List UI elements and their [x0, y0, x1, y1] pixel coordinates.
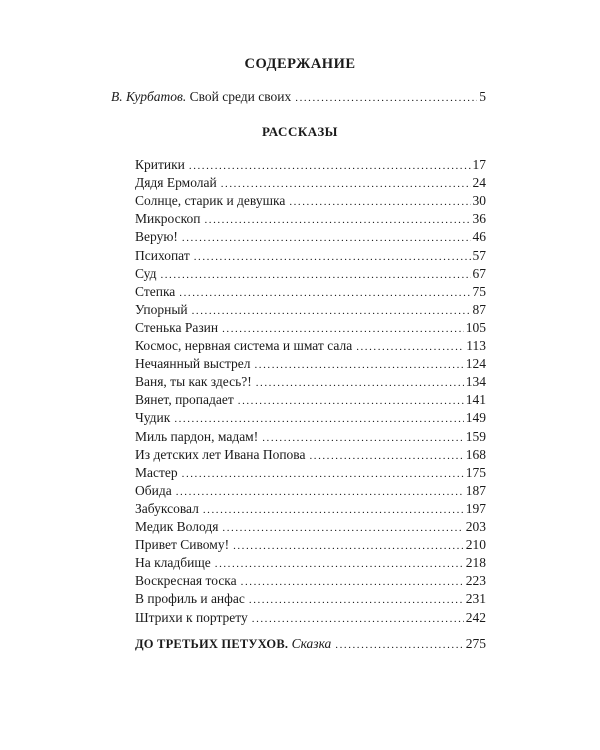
toc-entry-title: Обида: [135, 482, 172, 498]
toc-entry-title: Психопат: [135, 247, 190, 263]
toc-entry[interactable]: [135, 572, 486, 590]
toc-entry-title: Медик Володя: [135, 519, 219, 534]
dot-leader: [160, 265, 470, 284]
dot-leader: [194, 247, 471, 266]
page-number: 46: [472, 229, 486, 245]
toc-entry[interactable]: [135, 319, 486, 337]
toc-entry-label: [135, 635, 335, 653]
page-number: 105: [465, 319, 486, 335]
contents-heading: СОДЕРЖАНИЕ: [244, 56, 356, 72]
page-number: 5: [479, 89, 486, 104]
toc-entry[interactable]: [135, 409, 486, 427]
page-number: 30: [472, 193, 486, 209]
toc-entry[interactable]: [135, 337, 486, 355]
page-number: 24: [472, 175, 486, 191]
page-number: 197: [465, 500, 486, 516]
toc-entry[interactable]: [135, 464, 486, 482]
page-number: 223: [465, 573, 486, 589]
final-entry-subtitle: Сказка: [291, 636, 332, 651]
dot-leader: [256, 373, 464, 392]
toc-entry[interactable]: [135, 590, 486, 608]
toc-entry-title: Из детских лет Ивана Попова: [135, 446, 306, 462]
toc-entry-title: Верую!: [135, 229, 178, 245]
page-number: 203: [465, 519, 486, 534]
toc-entry[interactable]: [135, 265, 486, 283]
toc-entry[interactable]: [135, 609, 486, 627]
toc-entry-title: Воскресная тоска: [135, 573, 237, 589]
toc-entry-title: Забуксовал: [135, 500, 199, 516]
toc-entry-title: Привет Сивому!: [135, 537, 230, 553]
dot-leader: [189, 156, 471, 175]
toc-entry-title: Вянет, пропадает: [135, 392, 234, 408]
toc-entry-title: В профиль и анфас: [135, 591, 245, 607]
page-number: 141: [465, 392, 486, 408]
toc-entry[interactable]: [135, 391, 486, 409]
toc-entry-title: Степка: [135, 283, 176, 299]
page-number: 75: [472, 283, 486, 299]
dot-leader: [222, 518, 463, 537]
toc-entry-title: Чудик: [135, 410, 171, 426]
dot-leader: [238, 391, 464, 410]
dot-leader: [221, 174, 471, 193]
toc-entry[interactable]: [135, 174, 486, 192]
toc-entry-title: Микроскоп: [135, 211, 201, 227]
page-number: 17: [472, 157, 486, 172]
toc-entry[interactable]: [135, 247, 486, 265]
page-number: 168: [465, 446, 486, 462]
page-number: 149: [465, 410, 486, 426]
toc-entry-title: Штрихи к портрету: [135, 609, 248, 625]
dot-leader: [255, 355, 464, 374]
toc-entry[interactable]: [135, 192, 486, 210]
toc-entry-title: Космос, нервная система и шмат сала: [135, 338, 353, 353]
page-number: 242: [465, 609, 486, 625]
toc-entry[interactable]: [135, 428, 486, 446]
toc-entry-intro[interactable]: [111, 88, 486, 106]
dot-leader: [335, 635, 463, 654]
toc-entry-title: Упорный: [135, 301, 188, 317]
dot-leader: [356, 337, 464, 356]
toc-entry[interactable]: [135, 446, 486, 464]
toc-entry[interactable]: [135, 355, 486, 373]
dot-leader: [176, 482, 464, 501]
intro-title: Свой среди своих: [189, 89, 292, 104]
toc-entry-title: Миль пардон, мадам!: [135, 428, 259, 444]
toc-entry-title: Суд: [135, 265, 157, 281]
dot-leader: [179, 283, 470, 302]
page-number: 275: [465, 636, 486, 651]
page-number: 218: [465, 555, 486, 571]
section-heading-stories: РАССКАЗЫ: [262, 124, 338, 139]
dot-leader: [262, 428, 464, 447]
toc-entry[interactable]: [135, 210, 486, 228]
toc-entry-title: Солнце, старик и девушка: [135, 193, 286, 209]
dot-leader: [222, 319, 464, 338]
toc-entry[interactable]: [135, 228, 486, 246]
toc-entry[interactable]: [135, 518, 486, 536]
page-number: 113: [466, 338, 486, 353]
dot-leader: [252, 609, 464, 628]
dot-leader: [241, 572, 464, 591]
dot-leader: [174, 409, 463, 428]
toc-entry[interactable]: [135, 373, 486, 391]
toc-entry-title: Критики: [135, 157, 185, 172]
toc-entry[interactable]: [135, 283, 486, 301]
dot-leader: [289, 192, 470, 211]
toc-entry[interactable]: [135, 482, 486, 500]
intro-author: В. Курбатов.: [111, 89, 187, 104]
dot-leader: [204, 210, 470, 229]
dot-leader: [182, 464, 464, 483]
toc-entry[interactable]: [135, 156, 486, 174]
page-number: 57: [472, 247, 486, 263]
toc-entry-final[interactable]: [135, 635, 486, 653]
toc-entry[interactable]: [135, 500, 486, 518]
toc-entry-title: Стенька Разин: [135, 319, 219, 335]
toc-entry[interactable]: [135, 554, 486, 572]
page-number: 159: [465, 428, 486, 444]
toc-entry-title: Нечаянный выстрел: [135, 356, 251, 372]
page-number: 134: [465, 374, 486, 390]
page-number: 187: [465, 482, 486, 498]
toc-entry-title: Ваня, ты как здесь?!: [135, 374, 252, 390]
page-number: 175: [465, 464, 486, 480]
toc-entry[interactable]: [135, 536, 486, 554]
toc-entry-label: [111, 88, 295, 106]
page-number: 210: [465, 537, 486, 553]
dot-leader: [203, 500, 464, 519]
dot-leader: [192, 301, 471, 320]
page-number: 231: [465, 591, 486, 607]
toc-entry-title: Мастер: [135, 464, 178, 480]
page-number: 124: [465, 356, 486, 372]
page-number: 36: [472, 211, 486, 227]
final-entry-title: ДО ТРЕТЬИХ ПЕТУХОВ.: [135, 637, 289, 651]
dot-leader: [182, 228, 471, 247]
page-number: 67: [472, 265, 486, 281]
toc-entry-title: На кладбище: [135, 555, 211, 571]
toc-entry[interactable]: [135, 301, 486, 319]
dot-leader: [233, 536, 464, 555]
dot-leader: [295, 88, 477, 107]
dot-leader: [249, 590, 464, 609]
dot-leader: [215, 554, 464, 573]
dot-leader: [309, 446, 463, 465]
page-number: 87: [472, 301, 486, 317]
toc-entry-title: Дядя Ермолай: [135, 175, 217, 191]
